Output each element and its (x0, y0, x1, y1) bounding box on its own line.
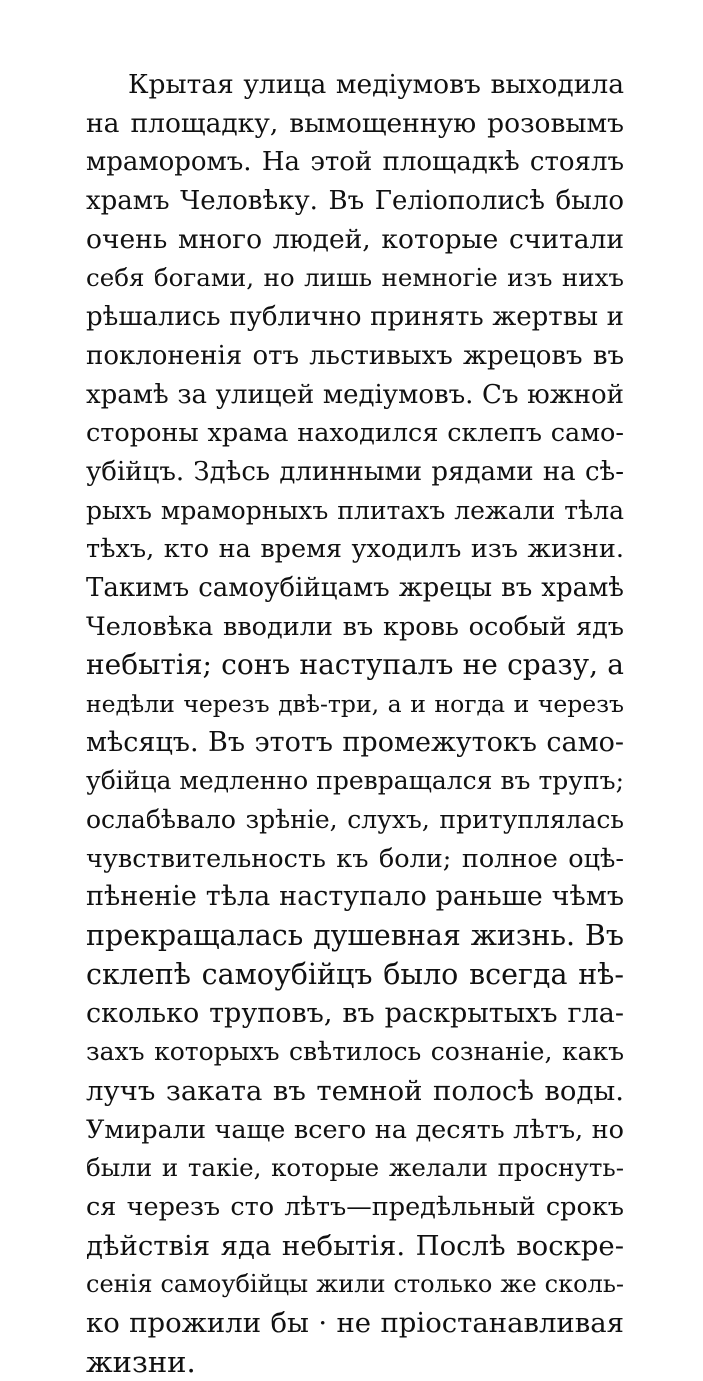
text-line: рѣшались публично принять жертвы и (86, 302, 624, 333)
text-line: мѣсяцъ. Въ этотъ промежутокъ само- (86, 726, 624, 758)
text-line: убійцъ. Здѣсь длинными рядами на сѣ- (86, 456, 624, 487)
text-line: стороны храма находился склепъ само- (86, 418, 624, 449)
text-line: сенія самоубійцы жили столько же сколь- (86, 1270, 624, 1299)
text-line: пѣненіе тѣла наступало раньше чѣмъ (86, 881, 624, 913)
text-line: чувствительность къ боли; полное оцѣ- (86, 843, 624, 874)
text-line: себя богами, но лишь немногіе изъ нихъ (86, 263, 624, 293)
text-line: склепѣ самоубійцъ было всегда нѣ- (86, 957, 624, 991)
text-line: сколько труповъ, въ раскрытыхъ гла- (86, 997, 624, 1029)
text-line: ся черезъ сто лѣтъ—предѣльный срокъ (86, 1191, 624, 1222)
text-line: лучъ заката въ темной полосѣ воды. (86, 1074, 624, 1107)
text-line: жизни. (86, 1344, 196, 1379)
text-line: Человѣка вводили въ кровь особый ядъ (86, 611, 624, 642)
text-line: Крытая улица медіумовъ выходила (128, 69, 624, 100)
text-line: рыхъ мраморныхъ плитахъ лежали тѣла (86, 495, 624, 525)
text-line: тѣхъ, кто на время уходилъ изъ жизни. (86, 534, 624, 565)
text-line: ко прожили бы · не пріостанавливая (86, 1307, 624, 1339)
text-line: убійца медленно превращался въ трупъ; (86, 766, 624, 796)
text-line: поклоненія отъ льстивыхъ жрецовъ въ (86, 340, 624, 371)
text-line: Умирали чаще всего на десять лѣтъ, но (86, 1114, 624, 1145)
text-line: недѣли черезъ двѣ-три, а и ногда и черезъ (86, 690, 624, 718)
text-line: мраморомъ. На этой площадкѣ стоялъ (86, 147, 624, 178)
text-line: храмѣ за улицей медіумовъ. Съ южной (86, 379, 624, 410)
text-line: на площадку, вымощенную розовымъ (86, 107, 624, 139)
text-line: дѣйствія яда небытія. Послѣ воскре- (86, 1229, 624, 1262)
text-line: очень много людей, которые считали (86, 223, 624, 255)
text-line: прекращалась душевная жизнь. Въ (86, 919, 624, 953)
text-line: храмъ Человѣку. Въ Геліополисѣ было (86, 186, 624, 217)
text-line: были и такіе, которые желали проснуть- (86, 1153, 624, 1183)
text-line: ослабѣвало зрѣніе, слухъ, притуплялась (86, 805, 624, 835)
text-line: небытія; сонъ наступалъ не сразу, а (86, 648, 624, 682)
text-line: захъ которыхъ свѣтилось сознаніе, какъ (86, 1037, 624, 1067)
text-line: Такимъ самоубійцамъ жрецы въ храмѣ (86, 572, 624, 603)
page-text (86, 66, 624, 1381)
